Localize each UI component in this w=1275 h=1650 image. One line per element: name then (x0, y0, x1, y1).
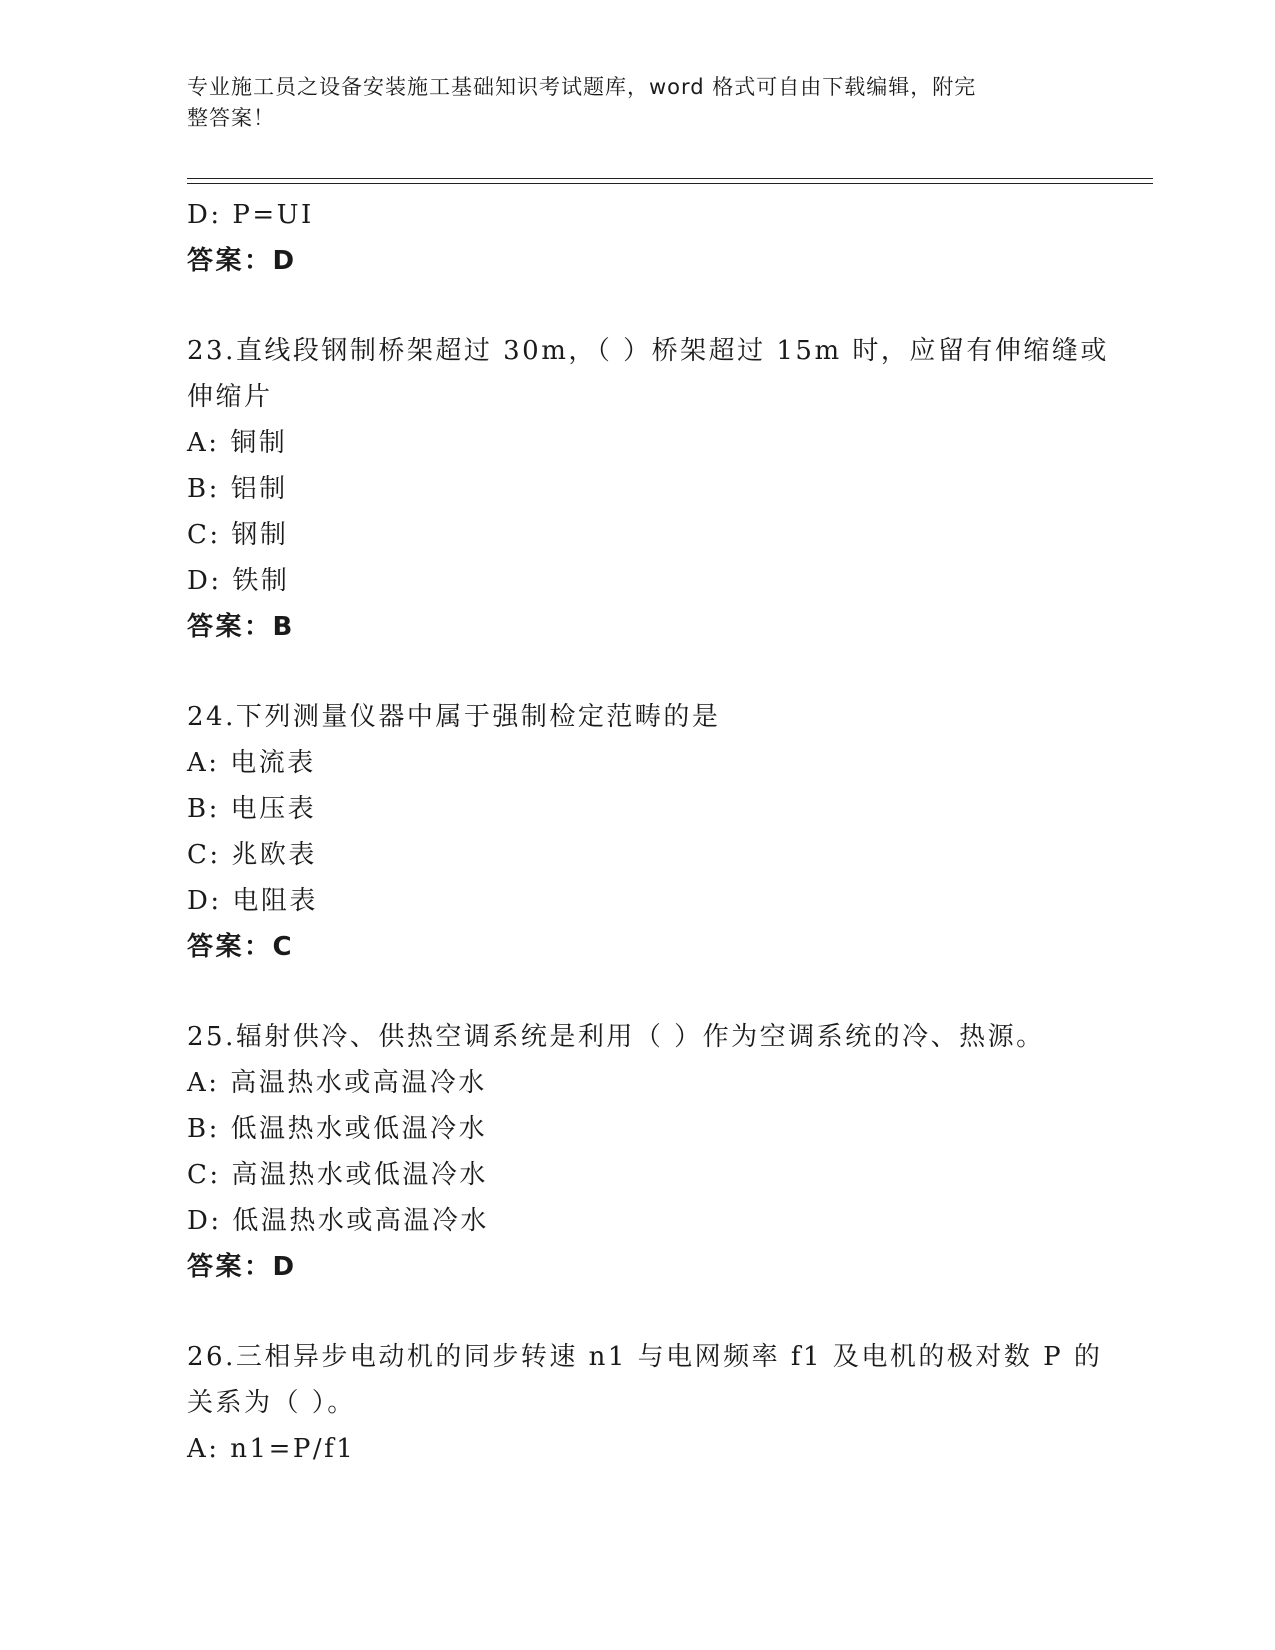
option-b: B: 电压表 (187, 794, 317, 824)
answer: 答案：D (187, 246, 297, 276)
header-divider-bottom (187, 183, 1153, 184)
question-stem (187, 328, 1109, 420)
question-stem (187, 694, 1087, 740)
question-stem-line-1: 23.直线段钢制桥架超过 30m，（ ）桥架超过 15m 时，应留有伸缩缝或 (187, 336, 1109, 366)
option-a: A: 电流表 (187, 748, 316, 778)
option-c: C: 钢制 (187, 520, 289, 550)
option-c: C: 高温热水或低温冷水 (187, 1160, 488, 1190)
option-d: D: 电阻表 (187, 886, 318, 916)
header-line-1: 专业施工员之设备安装施工基础知识考试题库，word 格式可自由下载编辑，附完 (187, 75, 977, 99)
option-d: D: 铁制 (187, 566, 290, 596)
question-stem-line-1: 25.辐射供冷、供热空调系统是利用（ ）作为空调系统的冷、热源。 (187, 1022, 1045, 1052)
question-stem (187, 1014, 1087, 1060)
question-stem-line-1: 26.三相异步电动机的同步转速 n1 与电网频率 f1 及电机的极对数 P 的 (187, 1342, 1103, 1372)
question-stem (187, 1334, 1103, 1426)
question-stem-line-2: 关系为（ ）。 (187, 1388, 356, 1418)
answer: 答案：B (187, 612, 295, 642)
question-stem-line-1: 24.下列测量仪器中属于强制检定范畴的是 (187, 702, 721, 732)
header-line-2: 整答案！ (187, 106, 275, 130)
option-a: A: n1=P/f1 (187, 1434, 356, 1464)
option-a: A: 铜制 (187, 428, 288, 458)
option-b: B: 铝制 (187, 474, 288, 504)
option-b: B: 低温热水或低温冷水 (187, 1114, 488, 1144)
header-divider-top (187, 178, 1153, 179)
option-c: C: 兆欧表 (187, 840, 317, 870)
question-26 (187, 1334, 1103, 1472)
document-header (187, 72, 1077, 134)
option-d: D: 低温热水或高温冷水 (187, 1206, 489, 1236)
question-24 (187, 694, 1087, 970)
question-list (187, 192, 1109, 1472)
question-stem-line-2: 伸缩片 (187, 382, 273, 412)
option-a: A: 高温热水或高温冷水 (187, 1068, 487, 1098)
answer: 答案：C (187, 932, 295, 962)
question-25 (187, 1014, 1087, 1290)
answer: 答案：D (187, 1252, 297, 1282)
option-d: D: P=UI (187, 200, 314, 230)
question-22-tail (187, 192, 1087, 284)
question-23 (187, 328, 1109, 650)
